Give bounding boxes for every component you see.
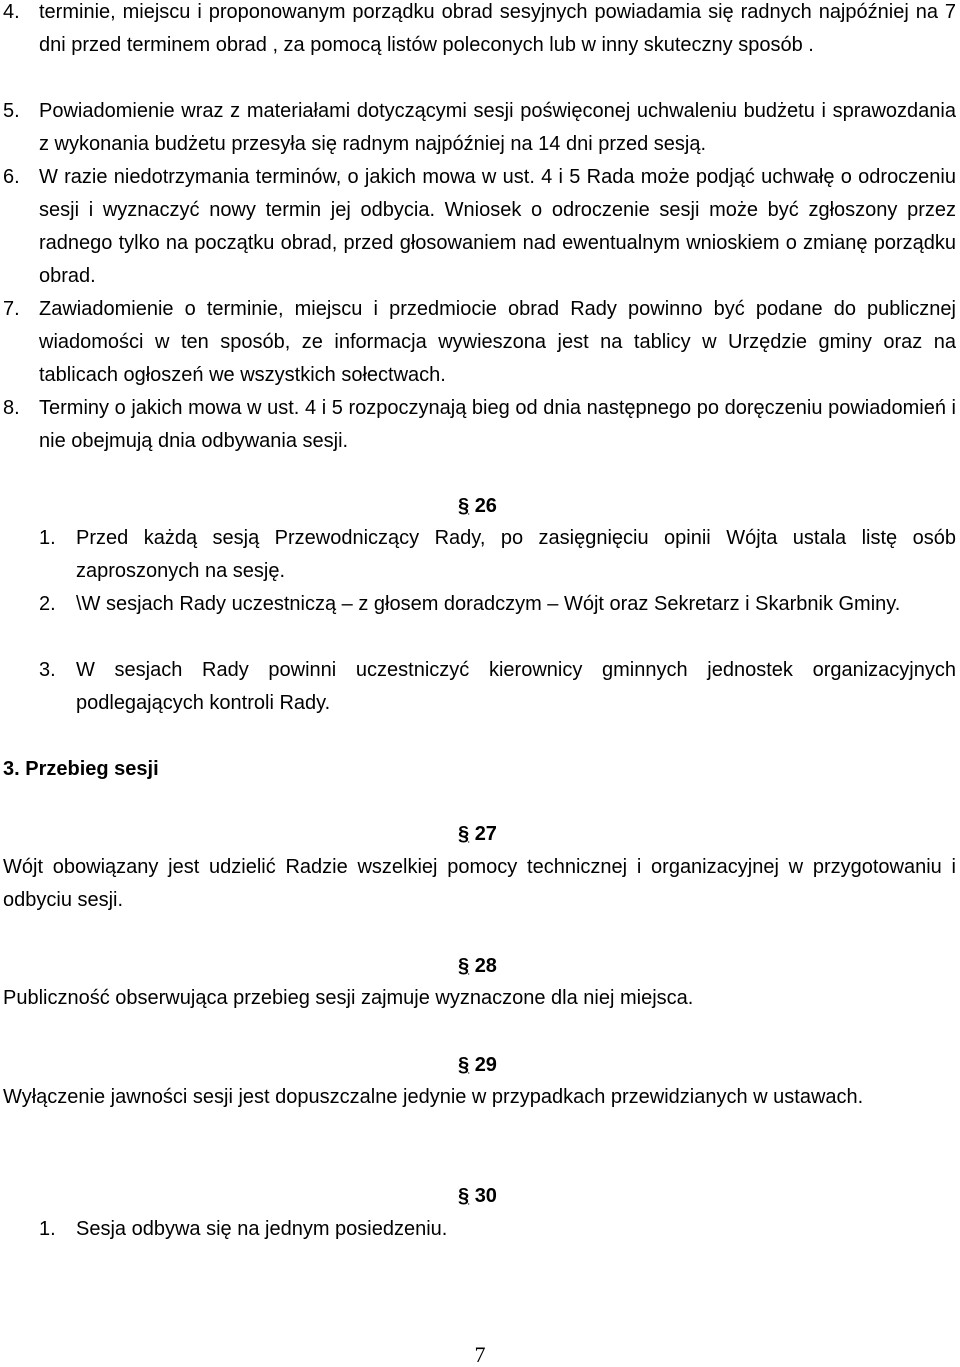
paragraph-text: Publiczność obserwująca przebieg sesji zajmuje wyznaczone dla niej miejsca. — [3, 987, 694, 1009]
list-item-number: 7. — [3, 298, 20, 320]
section-sign: § — [458, 1054, 470, 1076]
list-item-number: 1. — [39, 1218, 56, 1240]
list-item-number: 2. — [39, 593, 56, 615]
list-item-number: 1. — [39, 527, 56, 549]
paragraph-heading — [458, 818, 497, 851]
paragraph-text: Wyłączenie jawności sesji jest dopuszczalne jedynie w przypadkach przewidzianych w ustawach. — [3, 1086, 864, 1108]
paragraph-number: 27 — [474, 823, 497, 845]
section-title: 3. Przebieg sesji — [3, 758, 159, 780]
page-number: 7 — [474, 1342, 486, 1367]
list-item-number: 3. — [39, 659, 56, 681]
paragraph-heading — [458, 1049, 497, 1082]
list-item-text: Zawiadomienie o terminie, miejscu i przedmiocie obrad Rady powinno być podane do publicznej wiadomości w ten sposób, ze informacja wywieszona jest na tablicy w Urzędzie gminy oraz na tablicach ogłoszeń we wszystkich sołectwach. — [39, 298, 956, 386]
list-item-text: Powiadomienie wraz z materiałami dotyczącymi sesji poświęconej uchwaleniu budżetu i sprawozdania z wykonania budżetu przesyła się radnym najpóźniej na 14 dni przed sesją. — [39, 100, 956, 155]
list-item-number: 5. — [3, 100, 20, 122]
list-item-text: terminie, miejscu i proponowanym porządku obrad sesyjnych powiadamia się radnych najpóźniej na 7 dni przed terminem obrad , za pomocą listów poleconych lub w inny skuteczny sposób . — [39, 1, 956, 56]
section-sign: § — [458, 495, 470, 517]
list-item-number: 6. — [3, 166, 20, 188]
list-item-text: Przed każdą sesją Przewodniczący Rady, po zasięgnięciu opinii Wójta ustala listę osób zaproszonych na sesję. — [76, 527, 956, 582]
section-sign: § — [458, 1185, 470, 1207]
paragraph-heading — [458, 950, 497, 983]
paragraph-number: 28 — [474, 955, 497, 977]
list-item-text: Terminy o jakich mowa w ust. 4 i 5 rozpoczynają bieg od dnia następnego po doręczeniu powiadomień i nie obejmują dnia odbywania sesji. — [39, 397, 956, 452]
list-item-number: 8. — [3, 397, 20, 419]
paragraph-text: Wójt obowiązany jest udzielić Radzie wszelkiej pomocy technicznej i organizacyjnej w przygotowaniu i odbyciu sesji. — [3, 856, 956, 911]
list-item-text: \W sesjach Rady uczestniczą – z głosem doradczym – Wójt oraz Sekretarz i Skarbnik Gminy. — [76, 593, 901, 615]
paragraph-number: 26 — [474, 495, 497, 517]
list-item-number: 4. — [3, 1, 20, 23]
section-sign: § — [458, 823, 470, 845]
paragraph-number: 30 — [474, 1185, 497, 1207]
list-item-text: W razie niedotrzymania terminów, o jakich mowa w ust. 4 i 5 Rada może podjąć uchwałę o odroczeniu sesji i wyznaczyć nowy termin jej odbycia. Wniosek o odroczenie sesji może być zgłoszony przez radnego tylko na początku obrad, przed głosowaniem nad ewentualnym wnioskiem o zmianę porządku obrad. — [39, 166, 956, 287]
paragraph-heading — [458, 490, 497, 523]
list-item-text: Sesja odbywa się na jednym posiedzeniu. — [76, 1218, 448, 1240]
list-item-text: W sesjach Rady powinni uczestniczyć kierownicy gminnych jednostek organizacyjnych podlegających kontroli Rady. — [76, 659, 956, 714]
section-sign: § — [458, 955, 470, 977]
paragraph-heading — [458, 1180, 497, 1213]
paragraph-number: 29 — [474, 1054, 497, 1076]
